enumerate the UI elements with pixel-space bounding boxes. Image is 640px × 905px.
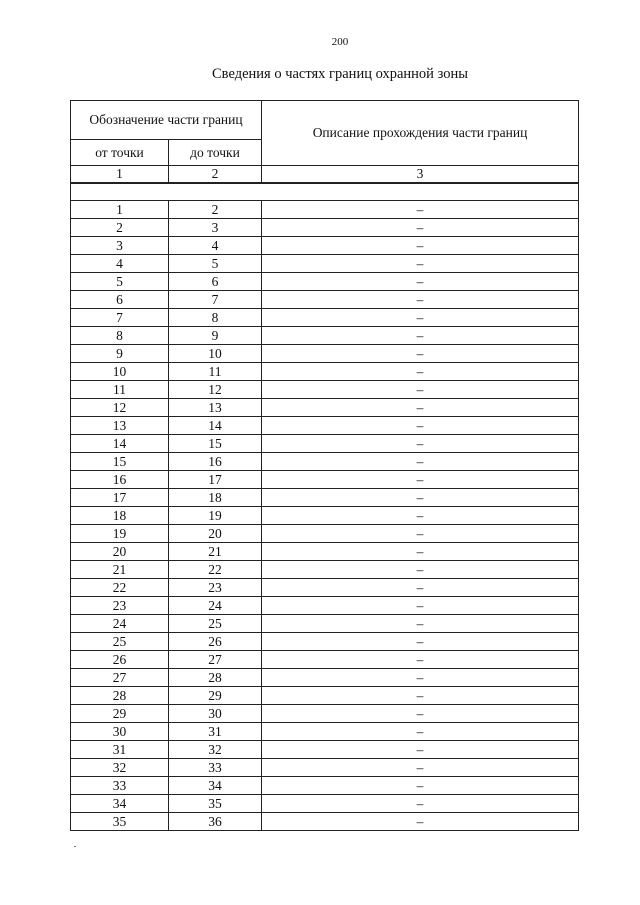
- cell-from-point: 15: [71, 453, 169, 471]
- cell-description: –: [262, 381, 579, 399]
- cell-to-point: 14: [169, 417, 262, 435]
- cell-to-point: 27: [169, 651, 262, 669]
- cell-description: –: [262, 471, 579, 489]
- table-row: [71, 795, 579, 813]
- cell-to-point: 23: [169, 579, 262, 597]
- cell-from-point: 8: [71, 327, 169, 345]
- cell-description: –: [262, 507, 579, 525]
- scan-mark: [74, 846, 76, 847]
- cell-from-point: 6: [71, 291, 169, 309]
- cell-to-point: 2: [169, 201, 262, 219]
- page-number: 200: [331, 36, 349, 48]
- header-to-point: до точки: [169, 140, 262, 166]
- cell-to-point: 17: [169, 471, 262, 489]
- cell-from-point: 5: [71, 273, 169, 291]
- cell-to-point: 15: [169, 435, 262, 453]
- table-row: [71, 291, 579, 309]
- cell-description: –: [262, 219, 579, 237]
- table-row: [71, 381, 579, 399]
- table-row: [71, 417, 579, 435]
- cell-to-point: 12: [169, 381, 262, 399]
- cell-from-point: 30: [71, 723, 169, 741]
- cell-description: –: [262, 489, 579, 507]
- column-number: 3: [262, 166, 579, 184]
- table-row: [71, 507, 579, 525]
- cell-to-point: 16: [169, 453, 262, 471]
- cell-description: –: [262, 345, 579, 363]
- header-from-point: от точки: [71, 140, 169, 166]
- spacer-row: [71, 183, 579, 201]
- table-row: [71, 237, 579, 255]
- cell-description: –: [262, 669, 579, 687]
- cell-from-point: 1: [71, 201, 169, 219]
- cell-from-point: 35: [71, 813, 169, 831]
- cell-description: –: [262, 255, 579, 273]
- cell-description: –: [262, 399, 579, 417]
- cell-to-point: 9: [169, 327, 262, 345]
- cell-description: –: [262, 435, 579, 453]
- cell-description: –: [262, 327, 579, 345]
- cell-description: –: [262, 813, 579, 831]
- table-row: [71, 489, 579, 507]
- cell-to-point: 36: [169, 813, 262, 831]
- cell-to-point: 26: [169, 633, 262, 651]
- table-row: [71, 687, 579, 705]
- cell-to-point: 19: [169, 507, 262, 525]
- cell-from-point: 19: [71, 525, 169, 543]
- cell-description: –: [262, 309, 579, 327]
- table-row: [71, 633, 579, 651]
- cell-to-point: 29: [169, 687, 262, 705]
- cell-from-point: 13: [71, 417, 169, 435]
- cell-to-point: 18: [169, 489, 262, 507]
- cell-from-point: 14: [71, 435, 169, 453]
- cell-description: –: [262, 417, 579, 435]
- table-row: [71, 543, 579, 561]
- cell-description: –: [262, 561, 579, 579]
- table-row: [71, 615, 579, 633]
- table-row: [71, 327, 579, 345]
- cell-from-point: 4: [71, 255, 169, 273]
- cell-from-point: 31: [71, 741, 169, 759]
- cell-to-point: 21: [169, 543, 262, 561]
- cell-to-point: 11: [169, 363, 262, 381]
- cell-from-point: 3: [71, 237, 169, 255]
- cell-from-point: 25: [71, 633, 169, 651]
- table-row: [71, 525, 579, 543]
- table-row: [71, 435, 579, 453]
- table-row: [71, 651, 579, 669]
- table-body: [71, 101, 579, 831]
- cell-description: –: [262, 705, 579, 723]
- table-row: [71, 741, 579, 759]
- table-row: [71, 363, 579, 381]
- cell-description: –: [262, 363, 579, 381]
- header-description: Описание прохождения части границ: [262, 101, 579, 166]
- cell-to-point: 22: [169, 561, 262, 579]
- table-row: [71, 255, 579, 273]
- table-row: [71, 453, 579, 471]
- table-row: [71, 219, 579, 237]
- cell-description: –: [262, 759, 579, 777]
- cell-description: –: [262, 237, 579, 255]
- cell-to-point: 25: [169, 615, 262, 633]
- cell-description: –: [262, 615, 579, 633]
- column-number: 2: [169, 166, 262, 184]
- cell-description: –: [262, 525, 579, 543]
- spacer-cell: [71, 183, 579, 201]
- cell-description: –: [262, 453, 579, 471]
- cell-description: –: [262, 777, 579, 795]
- cell-to-point: 31: [169, 723, 262, 741]
- cell-from-point: 10: [71, 363, 169, 381]
- cell-from-point: 17: [71, 489, 169, 507]
- cell-description: –: [262, 273, 579, 291]
- table-row: [71, 759, 579, 777]
- cell-from-point: 27: [71, 669, 169, 687]
- cell-to-point: 28: [169, 669, 262, 687]
- cell-to-point: 30: [169, 705, 262, 723]
- cell-from-point: 16: [71, 471, 169, 489]
- cell-from-point: 23: [71, 597, 169, 615]
- cell-description: –: [262, 633, 579, 651]
- cell-description: –: [262, 651, 579, 669]
- cell-from-point: 11: [71, 381, 169, 399]
- table-row: [71, 345, 579, 363]
- header-designation: Обозначение части границ: [71, 101, 262, 140]
- cell-description: –: [262, 579, 579, 597]
- table-row: [71, 597, 579, 615]
- cell-from-point: 29: [71, 705, 169, 723]
- table-row: [71, 273, 579, 291]
- cell-from-point: 22: [71, 579, 169, 597]
- table-row: [71, 813, 579, 831]
- header-row: [71, 101, 579, 140]
- page-title: Сведения о частях границ охранной зоны: [212, 66, 468, 82]
- table-row: [71, 471, 579, 489]
- cell-from-point: 24: [71, 615, 169, 633]
- table-row: [71, 777, 579, 795]
- cell-to-point: 3: [169, 219, 262, 237]
- cell-to-point: 4: [169, 237, 262, 255]
- cell-to-point: 6: [169, 273, 262, 291]
- cell-to-point: 7: [169, 291, 262, 309]
- column-number-row: [71, 166, 579, 184]
- cell-from-point: 34: [71, 795, 169, 813]
- cell-from-point: 21: [71, 561, 169, 579]
- cell-to-point: 20: [169, 525, 262, 543]
- cell-from-point: 20: [71, 543, 169, 561]
- cell-to-point: 13: [169, 399, 262, 417]
- cell-description: –: [262, 795, 579, 813]
- table-row: [71, 579, 579, 597]
- cell-from-point: 9: [71, 345, 169, 363]
- cell-from-point: 26: [71, 651, 169, 669]
- cell-from-point: 28: [71, 687, 169, 705]
- cell-from-point: 18: [71, 507, 169, 525]
- column-number: 1: [71, 166, 169, 184]
- cell-to-point: 34: [169, 777, 262, 795]
- table-row: [71, 705, 579, 723]
- cell-from-point: 2: [71, 219, 169, 237]
- table-row: [71, 309, 579, 327]
- table-row: [71, 723, 579, 741]
- table-row: [71, 561, 579, 579]
- table-row: [71, 201, 579, 219]
- cell-description: –: [262, 723, 579, 741]
- boundary-parts-table: [70, 100, 579, 831]
- cell-to-point: 8: [169, 309, 262, 327]
- cell-description: –: [262, 687, 579, 705]
- cell-description: –: [262, 291, 579, 309]
- table-row: [71, 399, 579, 417]
- cell-to-point: 10: [169, 345, 262, 363]
- cell-description: –: [262, 543, 579, 561]
- cell-from-point: 32: [71, 759, 169, 777]
- cell-to-point: 32: [169, 741, 262, 759]
- cell-to-point: 5: [169, 255, 262, 273]
- cell-description: –: [262, 741, 579, 759]
- cell-to-point: 35: [169, 795, 262, 813]
- cell-description: –: [262, 201, 579, 219]
- cell-from-point: 12: [71, 399, 169, 417]
- cell-from-point: 7: [71, 309, 169, 327]
- cell-to-point: 24: [169, 597, 262, 615]
- cell-description: –: [262, 597, 579, 615]
- table-row: [71, 669, 579, 687]
- cell-to-point: 33: [169, 759, 262, 777]
- cell-from-point: 33: [71, 777, 169, 795]
